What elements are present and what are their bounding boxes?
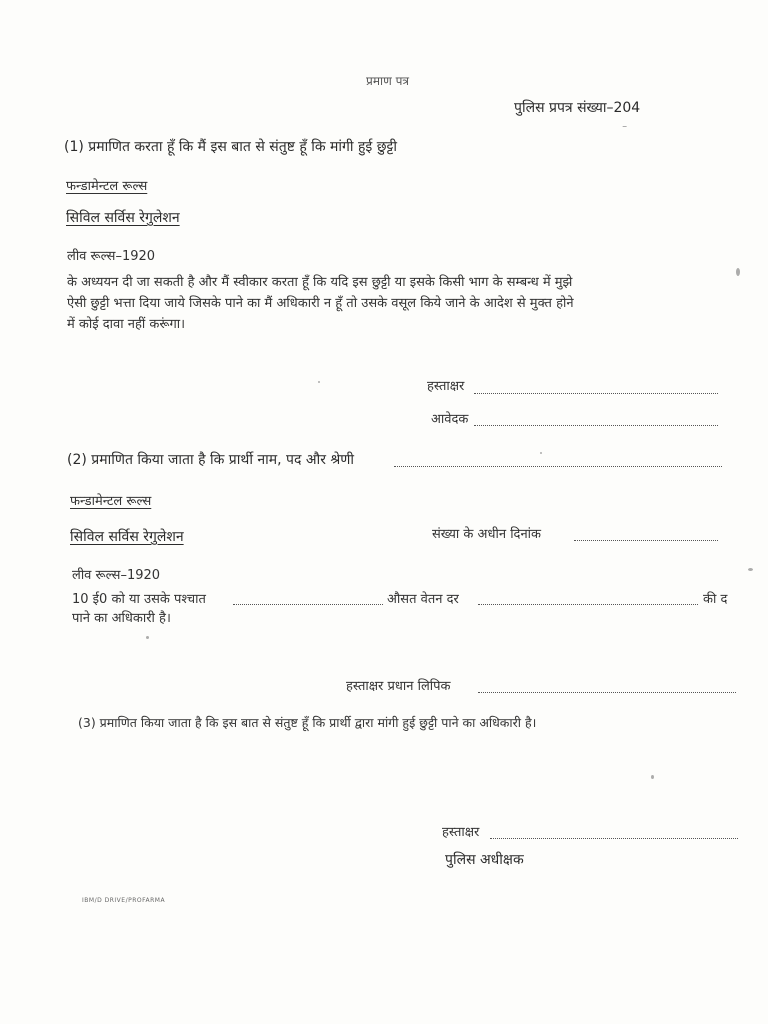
section2-rule-fundamental: फन्डामेन्टल रूल्स bbox=[70, 494, 152, 509]
section1-signature-line bbox=[474, 393, 718, 394]
section1-rule-civil-service: सिविल सर्विस रेगुलेशन bbox=[66, 210, 180, 226]
section2-line-prefix: 10 ई0 को या उसके पश्चात bbox=[72, 592, 206, 607]
section2-line-suffix: की द bbox=[703, 592, 728, 607]
scan-speck bbox=[748, 568, 753, 571]
section2-heading: (2) प्रमाणित किया जाता है कि प्रार्थी नाम, पद और श्रेणी bbox=[67, 452, 355, 468]
section2-clerk-signature-line bbox=[478, 692, 736, 693]
scan-speck bbox=[146, 636, 149, 639]
section3-signature-line bbox=[490, 838, 738, 839]
scan-speck bbox=[540, 452, 542, 454]
section2-avg-pay-line bbox=[478, 604, 698, 605]
section1-applicant-label: आवेदक bbox=[431, 412, 469, 427]
section1-para-line1: के अध्ययन दी जा सकती है और मैं स्वीकार करता हूँ कि यदि इस छुट्टी या इसके किसी भाग के सम्बन्ध में मुझे bbox=[67, 275, 573, 290]
section3-signature-label: हस्ताक्षर bbox=[442, 825, 480, 840]
section2-name-line bbox=[394, 466, 722, 467]
section2-rule-leave: लीव रूल्स–1920 bbox=[72, 568, 161, 583]
scan-speck bbox=[318, 381, 320, 383]
section3-designation: पुलिस अधीक्षक bbox=[445, 852, 524, 868]
section2-rule-civil-service: सिविल सर्विस रेगुलेशन bbox=[70, 529, 184, 545]
section1-heading: (1) प्रमाणित करता हूँ कि मैं इस बात से संतुष्ट हूँ कि मांगी हुई छुट्टी bbox=[64, 139, 398, 155]
section2-number-date-line bbox=[574, 540, 718, 541]
section2-date-line bbox=[233, 604, 383, 605]
section1-signature-label: हस्ताक्षर bbox=[427, 379, 465, 394]
section2-number-date-label: संख्या के अधीन दिनांक bbox=[432, 527, 542, 542]
section3-heading: (3) प्रमाणित किया जाता है कि इस बात से संतुष्ट हूँ कि प्रार्थी द्वारा मांगी हुई छुट्टी पाने का अधिकारी है। bbox=[78, 715, 537, 730]
section1-rule-fundamental: फन्डामेन्टल रूल्स bbox=[66, 179, 148, 194]
scan-speck bbox=[736, 268, 740, 276]
section1-para-line3: में कोई दावा नहीं करूंगा। bbox=[67, 317, 186, 332]
footer-code: IBM/D DRIVE/PROFARMA bbox=[82, 897, 166, 904]
section1-rule-leave: लीव रूल्स–1920 bbox=[67, 249, 156, 264]
form-number: पुलिस प्रपत्र संख्या–204 bbox=[514, 100, 641, 116]
document-title: प्रमाण पत्र bbox=[366, 74, 410, 88]
section1-applicant-line bbox=[474, 425, 718, 426]
section1-para-line2: ऐसी छुट्टी भत्ता दिया जाये जिसके पाने का मैं अधिकारी न हूँ तो उसके वसूल किये जाने के आदेश से मुक्त होने bbox=[67, 296, 574, 311]
section2-line2: पाने का अधिकारी है। bbox=[72, 611, 171, 626]
pen-mark: ⁻ bbox=[622, 124, 628, 135]
scan-speck bbox=[651, 775, 654, 779]
section2-clerk-signature-label: हस्ताक्षर प्रधान लिपिक bbox=[346, 679, 451, 694]
section2-avg-pay-label: औसत वेतन दर bbox=[387, 592, 459, 607]
